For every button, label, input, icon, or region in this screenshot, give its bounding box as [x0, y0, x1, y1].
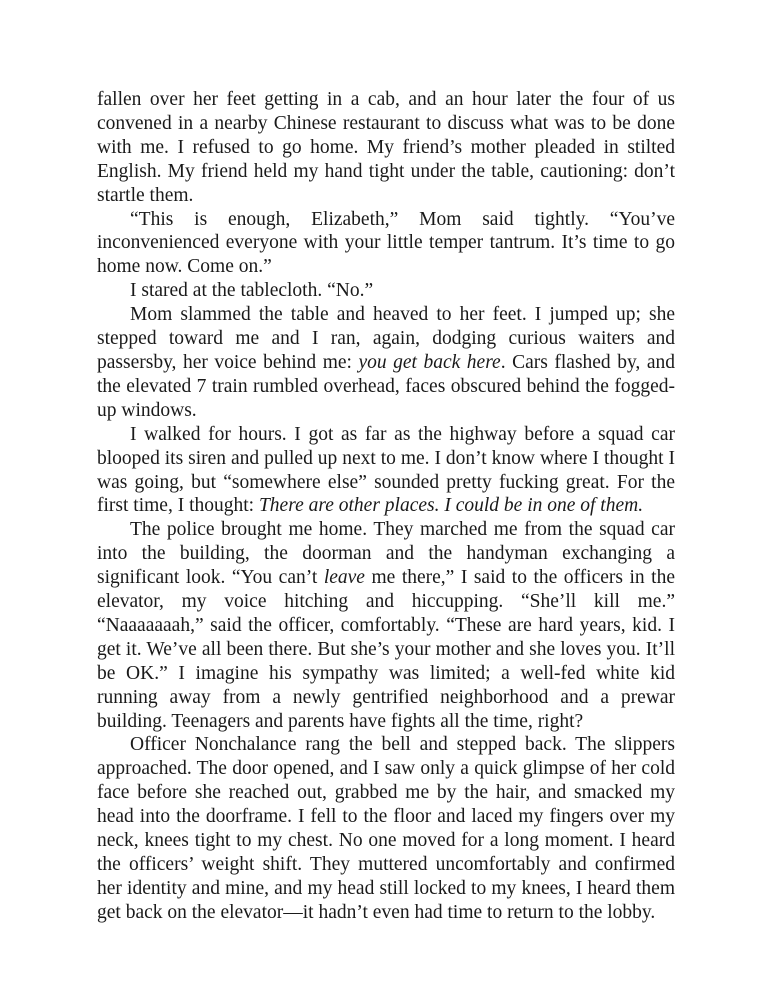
text-run: The police brought me home. They marched me from the squad car into the building, the doorman and the handyman exchanging a significant look. “You can’t [97, 519, 675, 589]
text-run: . Cars flashed by, and the elevated 7 train rumbled overhead, faces obscured behind the fogged-up windows. [97, 351, 675, 421]
italic-text-run: leave [323, 567, 365, 589]
text-run: Officer Nonchalance rang the bell and stepped back. The slippers approached. The door opened, and I saw only a quick glimpse of her cold face before she reached out, grabbed me by the hair, and smacked my head into the doorframe. I fell to the floor and laced my fingers over my neck, knees tight to my chest. No one moved for a long moment. I heard the officers’ weight shift. They muttered uncomfortably and confirmed her identity and mine, and my head still locked to my knees, I heard them get back on the elevator—it hadn’t even had time to return to the lobby. [97, 734, 675, 923]
italic-text-run: There are other places. I could be in one of them. [258, 495, 644, 517]
paragraph-4 [97, 303, 675, 423]
paragraph-2 [97, 208, 675, 280]
text-run: “This is enough, Elizabeth,” Mom said tightly. “You’ve inconvenienced everyone with your little temper tantrum. It’s time to go home now. Come on.” [97, 208, 675, 278]
paragraph-7 [97, 733, 675, 924]
page-text-block [97, 88, 675, 925]
text-run: me there,” I said to the officers in the elevator, my voice hitching and hiccupping. “She’ll kill me.” “Naaaaaaah,” said the officer, comfortably. “These are hard years, kid. I get it. We’ve all been there. But she’s your mother and she loves you. It’ll be OK.” I imagine his sympathy was limited; a well-fed white kid running away from a newly gentrified neighborhood and a prewar building. Teenagers and parents have fights all the time, right? [97, 567, 676, 732]
paragraph-5 [97, 423, 675, 519]
italic-text-run: you get back here [358, 351, 501, 373]
text-run: fallen over her feet getting in a cab, and an hour later the four of us convened in a nearby Chinese restaurant to discuss what was to be done with me. I refused to go home. My friend’s mother pleaded in stilted English. My friend held my hand tight under the table, cautioning: don’t startle them. [97, 89, 675, 206]
text-run: Mom slammed the table and heaved to her feet. I jumped up; she stepped toward me and I ran, again, dodging curious waiters and passersby, her voice behind me: [97, 304, 675, 373]
paragraph-6 [97, 518, 675, 733]
paragraph-1 [97, 88, 675, 208]
paragraph-3 [97, 279, 675, 303]
text-run: I stared at the tablecloth. “No.” [130, 280, 374, 302]
text-run: I walked for hours. I got as far as the highway before a squad car blooped its siren and pulled up next to me. I don’t know where I thought I was going, but “somewhere else” sounded pretty fucking great. For the first time, I thought: [97, 423, 675, 517]
